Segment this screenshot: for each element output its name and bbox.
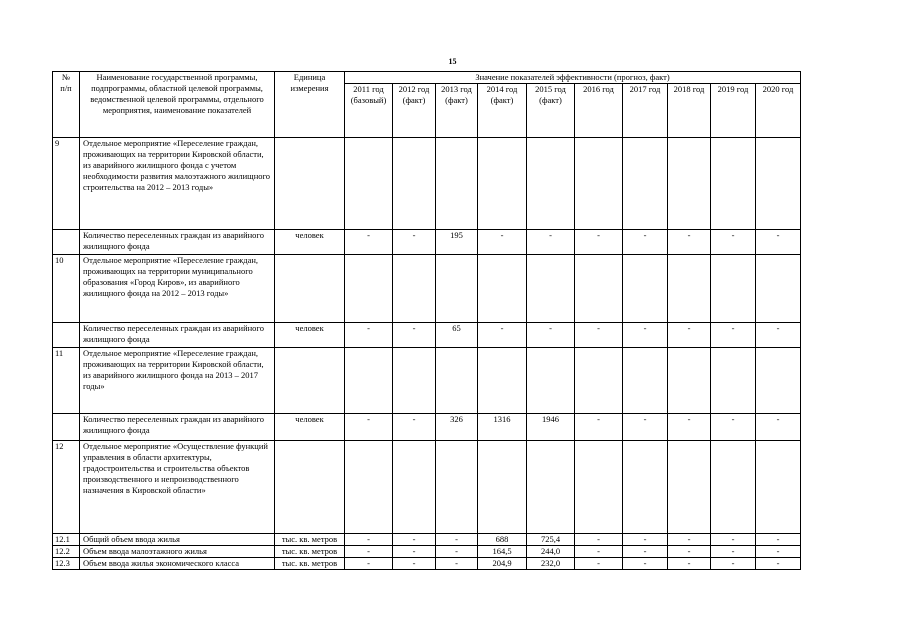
- row-value: -: [756, 230, 801, 255]
- row-value: [711, 255, 756, 323]
- row-value: -: [623, 323, 668, 348]
- row-number: 9: [53, 138, 80, 230]
- row-name: Отдельное мероприятие «Переселение граждан, проживающих на территории Кировской области, из аварийного жилищного фонда с учетом необходимости развития малоэтажного жилищного строительства на 2012 – 2013 годы»: [80, 138, 275, 230]
- row-value: -: [711, 230, 756, 255]
- row-value: -: [436, 534, 478, 546]
- table-row: [53, 230, 801, 255]
- row-value: -: [478, 323, 527, 348]
- row-number: [53, 414, 80, 441]
- row-name: Количество переселенных граждан из аварийного жилищного фонда: [80, 230, 275, 255]
- row-value: -: [623, 414, 668, 441]
- row-value: [345, 441, 393, 534]
- page-number: 15: [448, 57, 457, 66]
- row-number: 12.1: [53, 534, 80, 546]
- row-value: -: [393, 230, 436, 255]
- row-value: -: [756, 534, 801, 546]
- row-value: -: [478, 230, 527, 255]
- row-number: 12: [53, 441, 80, 534]
- header-year: 2016 год: [575, 84, 623, 138]
- table-row: [53, 414, 801, 441]
- row-unit: тыс. кв. метров: [275, 546, 345, 558]
- row-name: Объем ввода малоэтажного жилья: [80, 546, 275, 558]
- row-value: [393, 255, 436, 323]
- row-name: Объем ввода жилья экономического класса: [80, 558, 275, 570]
- row-value: [575, 441, 623, 534]
- row-number: 10: [53, 255, 80, 323]
- row-value: -: [345, 558, 393, 570]
- row-value: 195: [436, 230, 478, 255]
- row-value: 326: [436, 414, 478, 441]
- row-value: [345, 138, 393, 230]
- row-value: [623, 138, 668, 230]
- row-value: [345, 255, 393, 323]
- row-name: Отдельное мероприятие «Осуществление функций управления в области архитектуры, градостроительства и строительства объектов производственного и непроизводственного назначения в Кировской области»: [80, 441, 275, 534]
- row-value: -: [711, 546, 756, 558]
- table-row: [53, 546, 801, 558]
- row-value: [436, 138, 478, 230]
- row-value: [436, 255, 478, 323]
- header-year: 2017 год: [623, 84, 668, 138]
- header-year: 2019 год: [711, 84, 756, 138]
- header-name: Наименование государственной программы, подпрограммы, областной целевой программы, ведомственной целевой программы, отдельного мероприятия, наименование показателей: [80, 72, 275, 138]
- row-value: -: [345, 546, 393, 558]
- row-value: 1946: [527, 414, 575, 441]
- row-value: 1316: [478, 414, 527, 441]
- row-value: [711, 441, 756, 534]
- row-value: -: [345, 414, 393, 441]
- row-value: 244,0: [527, 546, 575, 558]
- row-unit: [275, 348, 345, 414]
- row-unit: тыс. кв. метров: [275, 558, 345, 570]
- row-value: [436, 348, 478, 414]
- row-number: 12.3: [53, 558, 80, 570]
- row-value: [527, 441, 575, 534]
- row-value: -: [711, 558, 756, 570]
- row-value: [668, 255, 711, 323]
- row-value: -: [575, 546, 623, 558]
- row-value: [756, 441, 801, 534]
- row-value: [711, 138, 756, 230]
- row-value: -: [623, 230, 668, 255]
- row-value: -: [393, 414, 436, 441]
- row-number: 11: [53, 348, 80, 414]
- row-value: [668, 138, 711, 230]
- row-name: Количество переселенных граждан из аварийного жилищного фонда: [80, 414, 275, 441]
- row-value: -: [436, 558, 478, 570]
- row-value: [527, 255, 575, 323]
- row-value: -: [711, 534, 756, 546]
- row-unit: [275, 255, 345, 323]
- table-row: [53, 138, 801, 230]
- row-value: [575, 138, 623, 230]
- row-value: -: [575, 414, 623, 441]
- header-year: 2012 год (факт): [393, 84, 436, 138]
- row-name: Количество переселенных граждан из аварийного жилищного фонда: [80, 323, 275, 348]
- row-value: -: [711, 414, 756, 441]
- header-year: 2020 год: [756, 84, 801, 138]
- row-value: [668, 348, 711, 414]
- header-year: 2014 год (факт): [478, 84, 527, 138]
- row-value: 204,9: [478, 558, 527, 570]
- row-unit: [275, 441, 345, 534]
- row-value: -: [436, 546, 478, 558]
- row-value: -: [623, 546, 668, 558]
- row-value: -: [575, 534, 623, 546]
- row-unit: человек: [275, 323, 345, 348]
- row-value: -: [668, 558, 711, 570]
- row-value: 232,0: [527, 558, 575, 570]
- row-value: -: [345, 230, 393, 255]
- row-name: Общий объем ввода жилья: [80, 534, 275, 546]
- row-value: -: [527, 323, 575, 348]
- row-value: -: [575, 558, 623, 570]
- row-number: 12.2: [53, 546, 80, 558]
- row-value: [575, 348, 623, 414]
- row-value: -: [711, 323, 756, 348]
- header-year: 2011 год (базовый): [345, 84, 393, 138]
- row-value: -: [527, 230, 575, 255]
- row-value: [711, 348, 756, 414]
- row-value: -: [668, 546, 711, 558]
- row-unit: [275, 138, 345, 230]
- table-row: [53, 255, 801, 323]
- row-value: [756, 255, 801, 323]
- row-name: Отдельное мероприятие «Переселение граждан, проживающих на территории Кировской области, из аварийного жилищного фонда на 2013 – 2017 годы»: [80, 348, 275, 414]
- table-row: [53, 323, 801, 348]
- row-value: -: [668, 323, 711, 348]
- row-value: [478, 441, 527, 534]
- row-value: -: [345, 323, 393, 348]
- row-unit: тыс. кв. метров: [275, 534, 345, 546]
- row-value: [527, 348, 575, 414]
- row-number: [53, 323, 80, 348]
- row-value: -: [393, 546, 436, 558]
- row-value: 688: [478, 534, 527, 546]
- indicators-table: [52, 71, 801, 570]
- row-value: [436, 441, 478, 534]
- row-name: Отдельное мероприятие «Переселение граждан, проживающих на территории муниципального образования «Город Киров», из аварийного жилищного фонда на 2012 – 2013 годы»: [80, 255, 275, 323]
- row-value: [393, 441, 436, 534]
- row-value: -: [623, 558, 668, 570]
- row-value: -: [668, 230, 711, 255]
- header-year: 2018 год: [668, 84, 711, 138]
- header-no: № п/п: [53, 72, 80, 138]
- header-year: 2013 год (факт): [436, 84, 478, 138]
- row-unit: человек: [275, 230, 345, 255]
- row-value: [668, 441, 711, 534]
- row-value: -: [575, 323, 623, 348]
- row-value: -: [668, 414, 711, 441]
- row-value: -: [575, 230, 623, 255]
- row-value: -: [393, 534, 436, 546]
- row-value: -: [756, 323, 801, 348]
- row-value: [575, 255, 623, 323]
- row-value: [623, 348, 668, 414]
- header-values-group: Значение показателей эффективности (прогноз, факт): [345, 72, 801, 84]
- row-value: [478, 138, 527, 230]
- table-row: [53, 558, 801, 570]
- row-unit: человек: [275, 414, 345, 441]
- row-value: 164,5: [478, 546, 527, 558]
- row-value: 725,4: [527, 534, 575, 546]
- row-value: [527, 138, 575, 230]
- header-year: 2015 год (факт): [527, 84, 575, 138]
- row-value: -: [756, 414, 801, 441]
- row-number: [53, 230, 80, 255]
- row-value: -: [756, 546, 801, 558]
- row-value: -: [393, 558, 436, 570]
- table-row: [53, 534, 801, 546]
- row-value: [393, 138, 436, 230]
- row-value: [623, 441, 668, 534]
- row-value: -: [345, 534, 393, 546]
- row-value: [756, 348, 801, 414]
- table-row: [53, 348, 801, 414]
- row-value: -: [393, 323, 436, 348]
- header-unit: Единица измерения: [275, 72, 345, 138]
- row-value: [623, 255, 668, 323]
- row-value: [478, 255, 527, 323]
- row-value: -: [623, 534, 668, 546]
- row-value: -: [668, 534, 711, 546]
- table-row: [53, 441, 801, 534]
- row-value: [393, 348, 436, 414]
- row-value: 65: [436, 323, 478, 348]
- row-value: -: [756, 558, 801, 570]
- row-value: [478, 348, 527, 414]
- row-value: [345, 348, 393, 414]
- row-value: [756, 138, 801, 230]
